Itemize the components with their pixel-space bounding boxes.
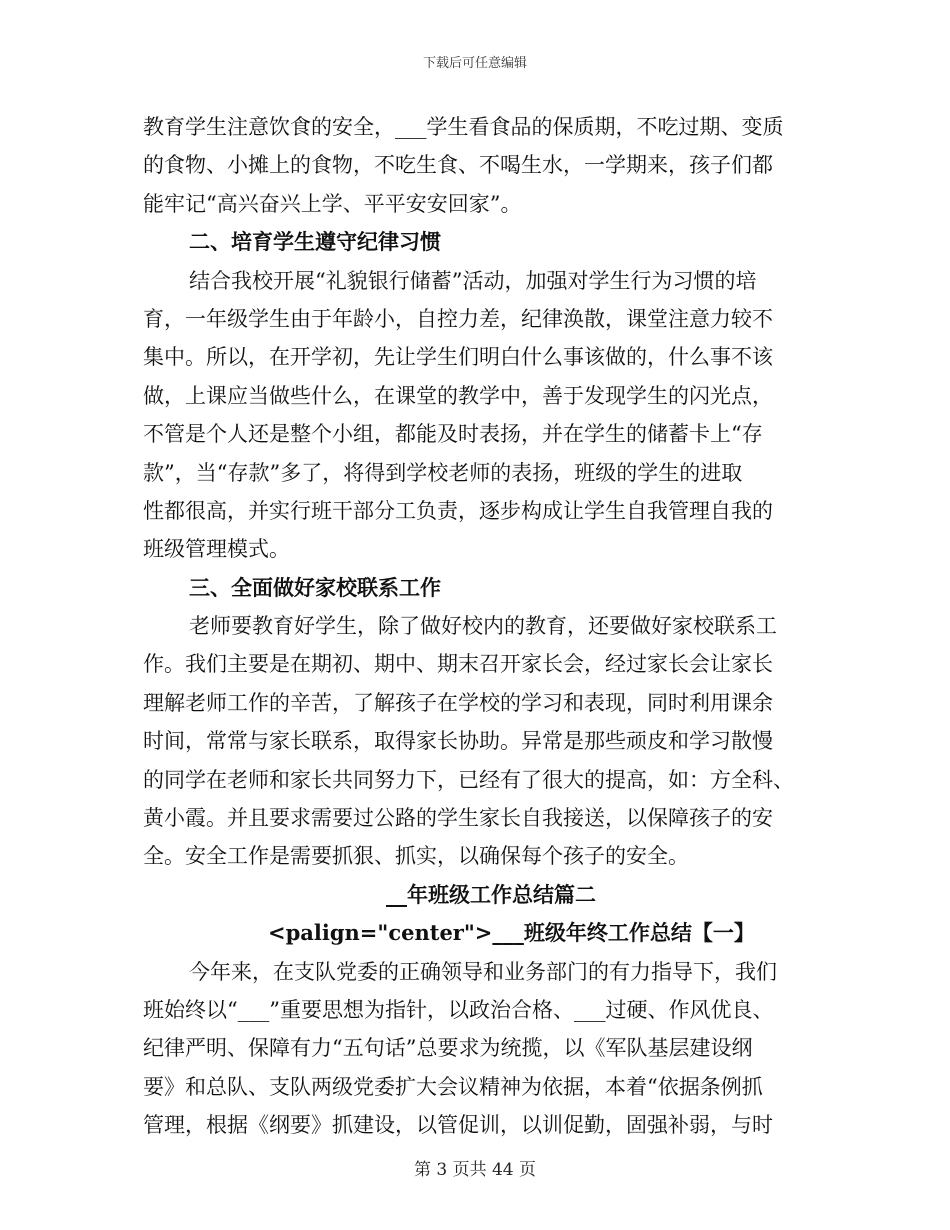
paragraph-line: 教育学生注意饮食的安全，___学生看食品的保质期，不吃过期、变质 <box>143 115 784 139</box>
paragraph-line: 集中。所以，在开学初，先让学生们明白什么事该做的，什么事不该 <box>143 345 773 370</box>
section-heading: 三、全面做好家校联系工作 <box>189 574 441 600</box>
paragraph-line: 款”，当“存款”多了，将得到学校老师的表扬，班级的学生的进取 <box>143 460 743 485</box>
document-body <box>143 108 815 1145</box>
paragraph-line: 今年来，在支队党委的正确领导和业务部门的有力指导下，我们 <box>189 959 777 984</box>
paragraph-line: 纪律严明、保障有力“五句话”总要求为统揽，以《军队基层建设纲 <box>143 1036 753 1061</box>
paragraph-line: 性都很高，并实行班干部分工负责，逐步构成让学生自我管理自我的 <box>143 498 773 523</box>
paragraph-line: 结合我校开展“礼貌银行储蓄”活动，加强对学生行为习惯的培 <box>189 268 757 293</box>
page-number: 第 3 页共 44 页 <box>413 1160 537 1180</box>
paragraph-line: 班始终以“___”重要思想为指针，以政治合格、___过硬、作风优良、 <box>143 997 774 1022</box>
paragraph-line: 的同学在老师和家长共同努力下，已经有了很大的提高，如：方全科、 <box>143 767 794 792</box>
paragraph-line: 黄小霞。并且要求需要过公路的学生家长自我接送，以保障孩子的安 <box>143 806 773 831</box>
page-header: 下载后可任意编辑 <box>422 56 527 71</box>
paragraph-line: 做，上课应当做些什么，在课堂的教学中，善于发现学生的闪光点， <box>143 383 773 408</box>
section-heading: 二、培育学生遵守纪律习惯 <box>189 229 441 255</box>
paragraph-line: 要》和总队、支队两级党委扩大会议精神为依据，本着“依据条例抓 <box>143 1074 763 1099</box>
paragraph-line: 的食物、小摊上的食物，不吃生食、不喝生水，一学期来，孩子们都 <box>143 153 773 178</box>
paragraph-line: 班级管理模式。 <box>143 537 290 562</box>
paragraph-line: 全。安全工作是需要抓狠、抓实，以确保每个孩子的安全。 <box>143 844 689 869</box>
paragraph-line: 时间，常常与家长联系，取得家长协助。异常是那些顽皮和学习散慢 <box>143 729 773 754</box>
paragraph-line: 不管是个人还是整个小组，都能及时表扬，并在学生的储蓄卡上“存 <box>143 422 763 447</box>
paragraph-line: 管理，根据《纲要》抓建设，以管促训，以训促勤，固强补弱，与时 <box>143 1113 773 1138</box>
article-title: __年班级工作总结篇二 <box>386 881 596 907</box>
paragraph-line: 理解老师工作的辛苦，了解孩子在学校的学习和表现，同时利用课余 <box>143 690 773 715</box>
paragraph-line: 育，一年级学生由于年龄小，自控力差，纪律涣散，课堂注意力较不 <box>143 306 773 331</box>
paragraph-line: 作。我们主要是在期初、期中、期末召开家长会，经过家长会让家长 <box>143 652 773 677</box>
article-subtitle: <palign="center">___班级年终工作总结【一】 <box>268 920 755 946</box>
paragraph-line: 老师要教育好学生，除了做好校内的教育，还要做好家校联系工 <box>189 614 777 639</box>
paragraph-line: 能牢记“高兴奋兴上学、平平安安回家”。 <box>143 191 522 216</box>
